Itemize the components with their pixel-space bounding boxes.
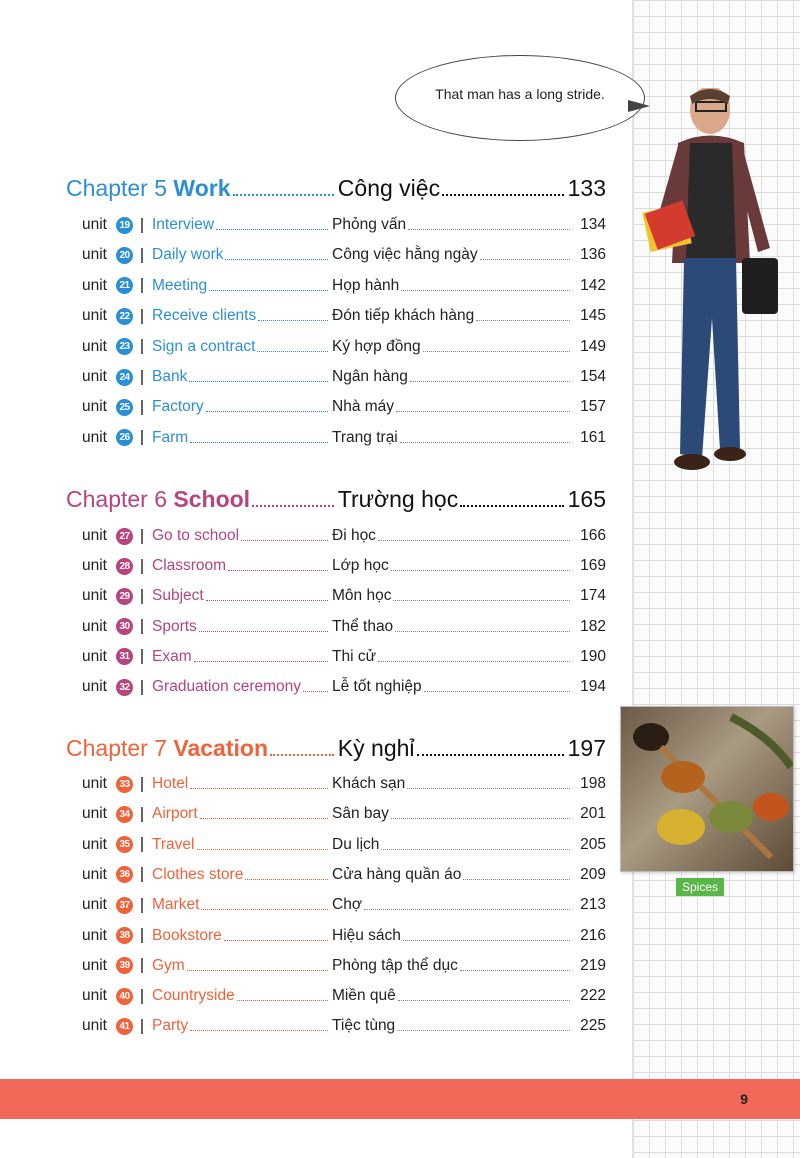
unit-row[interactable] xyxy=(82,214,606,236)
separator xyxy=(141,898,143,913)
separator xyxy=(141,400,143,415)
unit-title-vi: Công việc hằng ngày xyxy=(332,246,478,264)
unit-title-en: Hotel xyxy=(152,775,189,792)
unit-row[interactable] xyxy=(82,676,606,698)
unit-page: 154 xyxy=(580,368,606,385)
separator xyxy=(141,989,143,1004)
unit-row[interactable] xyxy=(82,1015,606,1037)
unit-title-en: Graduation ceremony xyxy=(152,678,302,695)
unit-title-en: Exam xyxy=(152,647,192,665)
chapter-7-vi: Kỳ nghỉ xyxy=(337,735,415,761)
unit-title-vi: Sân bay xyxy=(332,805,389,823)
unit-row[interactable] xyxy=(82,366,606,388)
separator xyxy=(141,248,143,263)
unit-number-badge: 35 xyxy=(116,836,133,853)
unit-page: 216 xyxy=(580,926,606,944)
unit-title-en: Airport xyxy=(152,805,198,823)
unit-word: unit xyxy=(82,987,107,1005)
chapter-7-title: Chapter 7 Vacation xyxy=(66,735,269,761)
unit-page: 209 xyxy=(580,865,606,883)
unit-title-vi: Tiệc tùng xyxy=(332,1017,396,1035)
unit-word: unit xyxy=(82,246,107,264)
unit-word: unit xyxy=(82,617,107,635)
unit-number-badge: 41 xyxy=(116,1018,133,1035)
unit-title-vi: Môn học xyxy=(332,587,392,605)
unit-title-en: Bookstore xyxy=(152,926,222,944)
unit-number-badge: 31 xyxy=(116,648,133,665)
unit-title-vi: Miền quê xyxy=(332,987,396,1005)
unit-title-vi: Chợ xyxy=(332,896,362,914)
unit-title-en: Party xyxy=(152,1017,189,1035)
separator xyxy=(141,958,143,973)
separator xyxy=(141,278,143,293)
unit-number-badge: 23 xyxy=(116,338,133,355)
unit-title-en: Clothes store xyxy=(152,865,244,883)
unit-row[interactable] xyxy=(82,894,606,916)
unit-word: unit xyxy=(82,896,107,914)
unit-word: unit xyxy=(82,216,107,233)
unit-page: 205 xyxy=(580,835,606,853)
unit-row[interactable] xyxy=(82,803,606,825)
unit-word: unit xyxy=(82,368,107,385)
unit-row[interactable] xyxy=(82,773,606,795)
unit-word: unit xyxy=(82,276,107,294)
separator xyxy=(141,619,143,634)
photo-caption: Spices xyxy=(676,878,724,896)
unit-word: unit xyxy=(82,926,107,944)
unit-page: 145 xyxy=(580,307,606,325)
chapter-5-title: Chapter 5 Work xyxy=(66,175,231,201)
unit-word: unit xyxy=(82,775,107,792)
separator xyxy=(141,837,143,852)
unit-title-en: Subject xyxy=(152,587,204,605)
separator xyxy=(141,928,143,943)
separator xyxy=(141,807,143,822)
unit-page: 149 xyxy=(580,337,606,355)
unit-title-vi: Du lịch xyxy=(332,835,380,853)
unit-title-vi: Thể thao xyxy=(332,617,394,635)
unit-title-en: Daily work xyxy=(152,246,224,264)
unit-number-badge: 30 xyxy=(116,618,133,635)
unit-title-en: Farm xyxy=(152,428,189,446)
unit-number-badge: 24 xyxy=(116,369,133,386)
unit-page: 142 xyxy=(580,276,606,294)
unit-word: unit xyxy=(82,678,107,695)
spices-photo xyxy=(620,706,794,872)
unit-title-vi: Lễ tốt nghiệp xyxy=(332,678,422,695)
unit-title-en: Interview xyxy=(152,216,215,233)
separator xyxy=(141,777,143,792)
unit-page: 219 xyxy=(580,956,606,974)
unit-title-en: Meeting xyxy=(152,276,208,294)
unit-page: 169 xyxy=(580,557,606,575)
unit-title-en: Go to school xyxy=(152,527,240,544)
unit-number-badge: 38 xyxy=(116,927,133,944)
unit-word: unit xyxy=(82,835,107,853)
unit-number-badge: 20 xyxy=(116,247,133,264)
unit-row[interactable] xyxy=(82,427,606,449)
chapter-7-heading[interactable] xyxy=(66,732,606,762)
unit-title-en: Countryside xyxy=(152,987,235,1005)
separator xyxy=(141,430,143,445)
separator xyxy=(141,680,143,695)
unit-number-badge: 22 xyxy=(116,308,133,325)
speech-bubble-text: That man has a long stride. xyxy=(435,86,605,102)
unit-number-badge: 26 xyxy=(116,429,133,446)
unit-word: unit xyxy=(82,1017,107,1035)
unit-row[interactable] xyxy=(82,925,606,947)
chapter-6-page: 165 xyxy=(567,486,606,512)
unit-title-en: Factory xyxy=(152,398,204,416)
page-number: 9 xyxy=(740,1091,748,1107)
unit-page: 157 xyxy=(580,398,606,416)
unit-row[interactable] xyxy=(82,555,606,577)
unit-row[interactable] xyxy=(82,616,606,638)
unit-number-badge: 40 xyxy=(116,988,133,1005)
unit-page: 194 xyxy=(580,678,606,695)
separator xyxy=(141,589,143,604)
unit-row[interactable] xyxy=(82,275,606,297)
unit-title-vi: Họp hành xyxy=(332,276,400,294)
chapter-7-page: 197 xyxy=(567,735,606,761)
separator xyxy=(141,339,143,354)
unit-number-badge: 19 xyxy=(116,217,133,234)
unit-page: 174 xyxy=(580,587,606,605)
chapter-5-page: 133 xyxy=(567,175,606,201)
unit-title-vi: Phòng tập thể dục xyxy=(332,956,458,974)
unit-row[interactable] xyxy=(82,834,606,856)
unit-word: unit xyxy=(82,527,107,544)
separator xyxy=(141,529,143,544)
unit-word: unit xyxy=(82,557,107,575)
unit-page: 222 xyxy=(580,987,606,1005)
chapter-6-vi: Trường học xyxy=(337,486,459,512)
unit-title-vi: Trang trại xyxy=(332,428,398,446)
chapter-5-heading[interactable] xyxy=(66,172,606,202)
separator xyxy=(141,218,143,233)
unit-title-vi: Phỏng vấn xyxy=(332,216,407,233)
unit-title-en: Market xyxy=(152,896,200,914)
unit-page: 190 xyxy=(580,647,606,665)
unit-page: 198 xyxy=(580,775,606,792)
unit-page: 134 xyxy=(580,216,606,233)
separator xyxy=(141,559,143,574)
unit-page: 201 xyxy=(580,805,606,823)
unit-title-vi: Đón tiếp khách hàng xyxy=(332,307,475,325)
unit-title-en: Gym xyxy=(152,956,185,974)
unit-word: unit xyxy=(82,307,107,325)
unit-row[interactable] xyxy=(82,244,606,266)
unit-title-en: Sign a contract xyxy=(152,337,256,355)
separator xyxy=(141,867,143,882)
unit-row[interactable] xyxy=(82,396,606,418)
unit-number-badge: 36 xyxy=(116,866,133,883)
unit-number-badge: 37 xyxy=(116,897,133,914)
unit-number-badge: 32 xyxy=(116,679,133,696)
unit-row[interactable] xyxy=(82,864,606,886)
unit-title-vi: Hiệu sách xyxy=(332,926,401,944)
unit-number-badge: 27 xyxy=(116,528,133,545)
unit-word: unit xyxy=(82,398,107,416)
unit-page: 182 xyxy=(580,617,606,635)
unit-page: 136 xyxy=(580,246,606,264)
unit-word: unit xyxy=(82,865,107,883)
unit-title-vi: Ngân hàng xyxy=(332,368,408,385)
unit-title-vi: Cửa hàng quần áo xyxy=(332,865,462,883)
unit-title-vi: Thi cử xyxy=(332,647,376,665)
separator xyxy=(141,309,143,324)
unit-row[interactable] xyxy=(82,585,606,607)
unit-title-vi: Lớp học xyxy=(332,557,389,575)
unit-page: 161 xyxy=(580,428,606,446)
unit-row[interactable] xyxy=(82,955,606,977)
unit-number-badge: 28 xyxy=(116,558,133,575)
separator xyxy=(141,649,143,664)
chapter-5-vi: Công việc xyxy=(337,175,441,201)
unit-word: unit xyxy=(82,805,107,823)
man-illustration xyxy=(628,88,788,496)
unit-number-badge: 25 xyxy=(116,399,133,416)
unit-row[interactable] xyxy=(82,646,606,668)
unit-number-badge: 29 xyxy=(116,588,133,605)
unit-word: unit xyxy=(82,956,107,974)
chapter-6-heading[interactable] xyxy=(66,483,606,513)
unit-word: unit xyxy=(82,647,107,665)
unit-row[interactable] xyxy=(82,985,606,1007)
unit-number-badge: 34 xyxy=(116,806,133,823)
unit-number-badge: 21 xyxy=(116,277,133,294)
unit-row[interactable] xyxy=(82,525,606,547)
unit-word: unit xyxy=(82,337,107,355)
unit-title-vi: Đi học xyxy=(332,527,376,544)
unit-word: unit xyxy=(82,428,107,446)
unit-title-en: Sports xyxy=(152,617,197,635)
chapter-6-title: Chapter 6 School xyxy=(66,486,251,512)
separator xyxy=(141,370,143,385)
unit-title-en: Receive clients xyxy=(152,307,257,325)
unit-title-vi: Nhà máy xyxy=(332,398,395,416)
unit-page: 213 xyxy=(580,896,606,914)
unit-number-badge: 39 xyxy=(116,957,133,974)
unit-title-en: Travel xyxy=(152,835,195,853)
unit-title-vi: Khách sạn xyxy=(332,775,406,792)
unit-title-en: Classroom xyxy=(152,557,227,575)
unit-row[interactable] xyxy=(82,305,606,327)
unit-page: 225 xyxy=(580,1017,606,1035)
unit-row[interactable] xyxy=(82,336,606,358)
separator xyxy=(141,1019,143,1034)
speech-bubble xyxy=(395,55,645,141)
footer-bar xyxy=(0,1079,800,1119)
unit-number-badge: 33 xyxy=(116,776,133,793)
unit-title-vi: Ký hợp đồng xyxy=(332,337,421,355)
unit-page: 166 xyxy=(580,527,606,544)
unit-title-en: Bank xyxy=(152,368,188,385)
unit-word: unit xyxy=(82,587,107,605)
